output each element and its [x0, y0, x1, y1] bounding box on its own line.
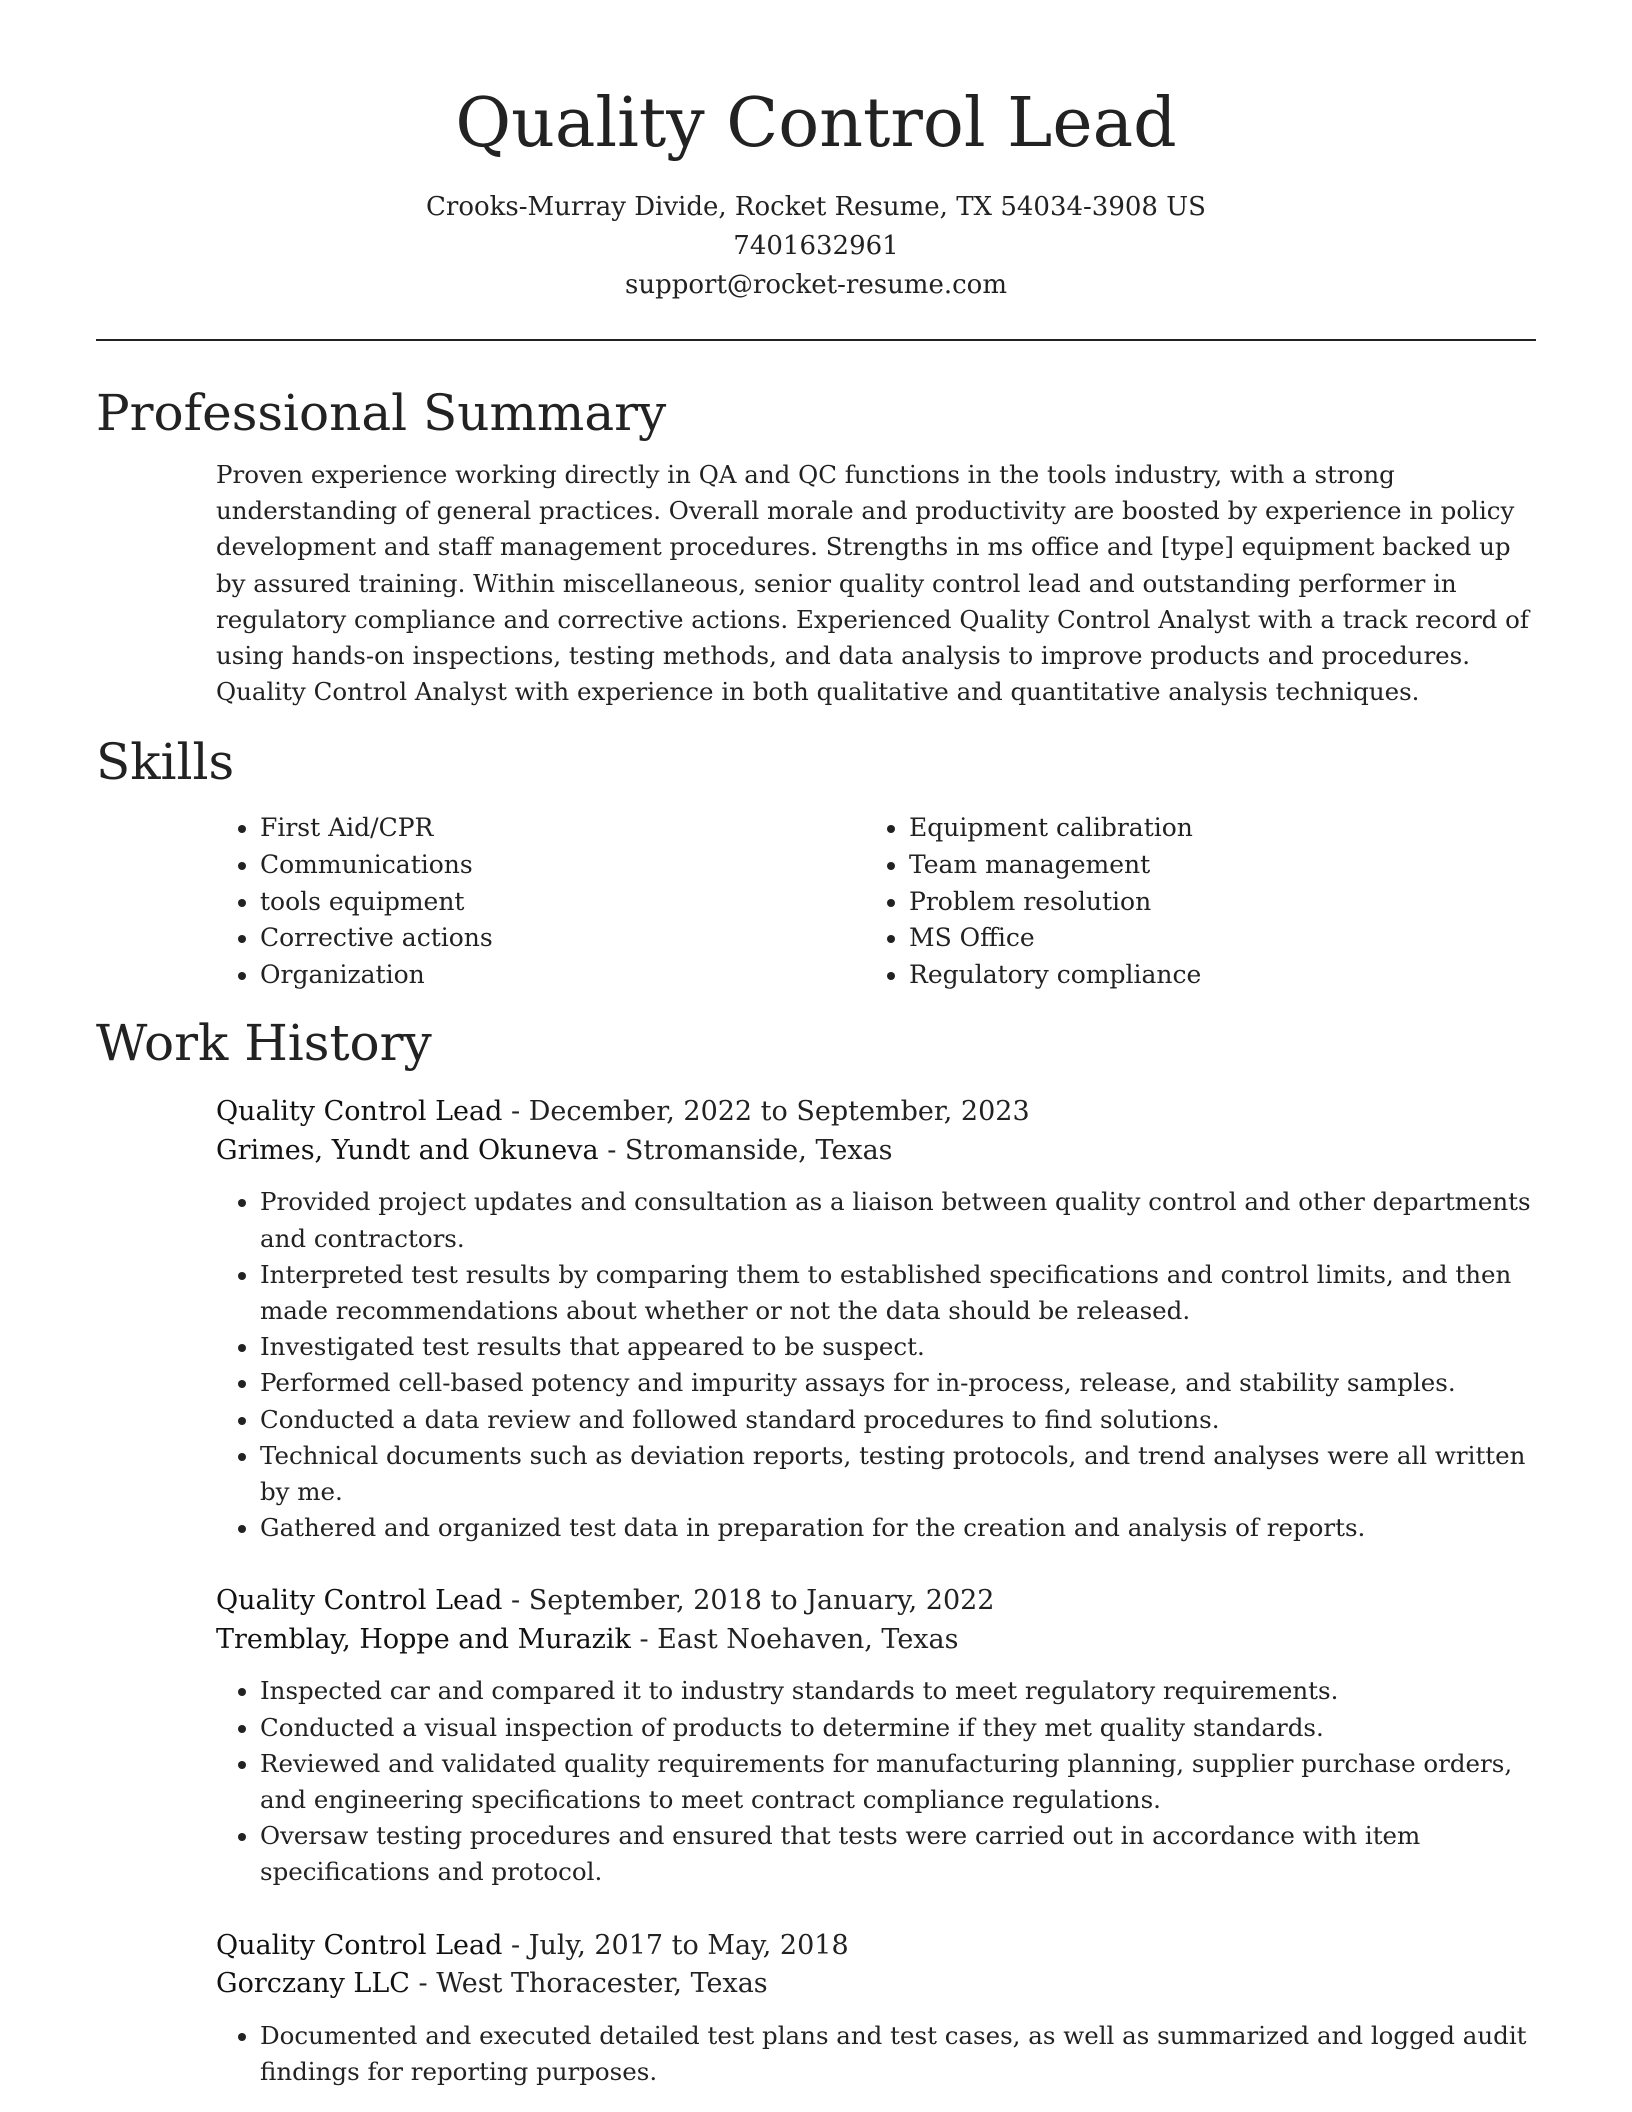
job-bullet: • Performed cell-based potency and impurity assays for in-process, release, and stability samples.	[260, 1365, 1536, 1401]
phone-text: 7401632961	[733, 231, 899, 261]
job-role: Quality Control Lead	[216, 1096, 503, 1128]
job-bullet: • Conducted a data review and followed standard procedures to find solutions.	[260, 1402, 1536, 1438]
skills-list	[216, 810, 1536, 993]
candidate-title: Quality Control Lead	[455, 84, 1177, 163]
skills-heading: Skills	[96, 733, 235, 792]
job-company: Gorczany LLC	[216, 1968, 410, 2000]
resume-page	[96, 0, 1536, 2090]
job-company-line	[216, 1965, 1536, 2004]
job-bullet: • Reviewed and validated quality requirements for manufacturing planning, supplier purchase orders, and engineering specifications to meet contract compliance regulations.	[260, 1746, 1536, 1818]
job-entry	[216, 1582, 1536, 1890]
job-title-line	[216, 1927, 1536, 1966]
job-location: - Stromanside, Texas	[598, 1134, 893, 1166]
address-text: Crooks-Murray Divide, Rocket Resume, TX 54034-3908 US	[426, 192, 1206, 222]
skill-item: • First Aid/CPR	[260, 810, 865, 847]
job-bullet: • Technical documents such as deviation reports, testing protocols, and trend analyses were all written by me.	[260, 1438, 1536, 1510]
job-role: Quality Control Lead	[216, 1585, 503, 1617]
job-company: Grimes, Yundt and Okuneva	[216, 1134, 599, 1166]
job-bullet: • Gathered and organized test data in preparation for the creation and analysis of reports.	[260, 1510, 1536, 1546]
job-bullet: • Oversaw testing procedures and ensured that tests were carried out in accordance with item specifications and protocol.	[260, 1818, 1536, 1890]
job-bullet: • Documented and executed detailed test plans and test cases, as well as summarized and logged audit findings for reporting purposes.	[260, 2018, 1536, 2090]
job-company-line	[216, 1621, 1536, 1660]
skill-item: • Communications	[260, 847, 865, 884]
email-text: support@rocket-resume.com	[624, 270, 1007, 300]
header-divider	[96, 339, 1536, 341]
skill-item: • tools equipment	[260, 884, 865, 921]
job-company-line	[216, 1132, 1536, 1171]
skill-item: • Problem resolution	[909, 884, 1514, 921]
skill-item: • Corrective actions	[260, 920, 865, 957]
job-dates: - September, 2018 to January, 2022	[502, 1585, 995, 1617]
skill-item: • Equipment calibration	[909, 810, 1514, 847]
job-title-line	[216, 1582, 1536, 1621]
work-history-heading: Work History	[96, 1014, 432, 1073]
resume-header	[96, 0, 1536, 305]
job-company: Tremblay, Hoppe and Murazik	[216, 1623, 631, 1655]
skills-column-left	[216, 810, 865, 993]
job-bullets	[216, 1184, 1536, 1546]
skill-item: • Regulatory compliance	[909, 957, 1514, 994]
skill-item: • MS Office	[909, 920, 1514, 957]
job-bullets	[216, 1673, 1536, 1890]
contact-info	[96, 188, 1536, 305]
job-bullet: • Interpreted test results by comparing them to established specifications and control limits, and then made recommendations about whether or not the data should be released.	[260, 1257, 1536, 1329]
job-title-line	[216, 1093, 1536, 1132]
job-entry	[216, 1093, 1536, 1546]
summary-heading: Professional Summary	[96, 384, 667, 442]
job-bullet: • Investigated test results that appeared to be suspect.	[260, 1329, 1536, 1365]
job-dates: - July, 2017 to May, 2018	[502, 1929, 849, 1961]
skills-column-right	[865, 810, 1514, 993]
job-bullet: • Conducted a visual inspection of products to determine if they met quality standards.	[260, 1710, 1536, 1746]
skill-item: • Team management	[909, 847, 1514, 884]
job-location: - East Noehaven, Texas	[630, 1623, 959, 1655]
job-bullets	[216, 2018, 1536, 2090]
job-bullet: • Provided project updates and consultation as a liaison between quality control and other departments and contractors.	[260, 1184, 1536, 1256]
skill-item: • Organization	[260, 957, 865, 994]
job-bullet: • Inspected car and compared it to industry standards to meet regulatory requirements.	[260, 1673, 1536, 1709]
job-location: - West Thoracester, Texas	[409, 1968, 768, 2000]
summary-text: Proven experience working directly in QA and QC functions in the tools industry, with a strong understanding of general practices. Overall morale and productivity are boosted by experience in policy development and staff management procedures. Strengths in ms office and [type] equipment backed up by assured training. Within miscellaneous, senior quality control lead and outstanding performer in regulatory compliance and corrective actions. Experienced Quality Control Analyst with a track record of using hands-on inspections, testing methods, and data analysis to improve products and procedures. Quality Control Analyst with experience in both qualitative and quantitative analysis techniques.	[216, 460, 1529, 707]
job-role: Quality Control Lead	[216, 1929, 503, 1961]
job-entry	[216, 1927, 1536, 2090]
job-dates: - December, 2022 to September, 2023	[502, 1096, 1030, 1128]
